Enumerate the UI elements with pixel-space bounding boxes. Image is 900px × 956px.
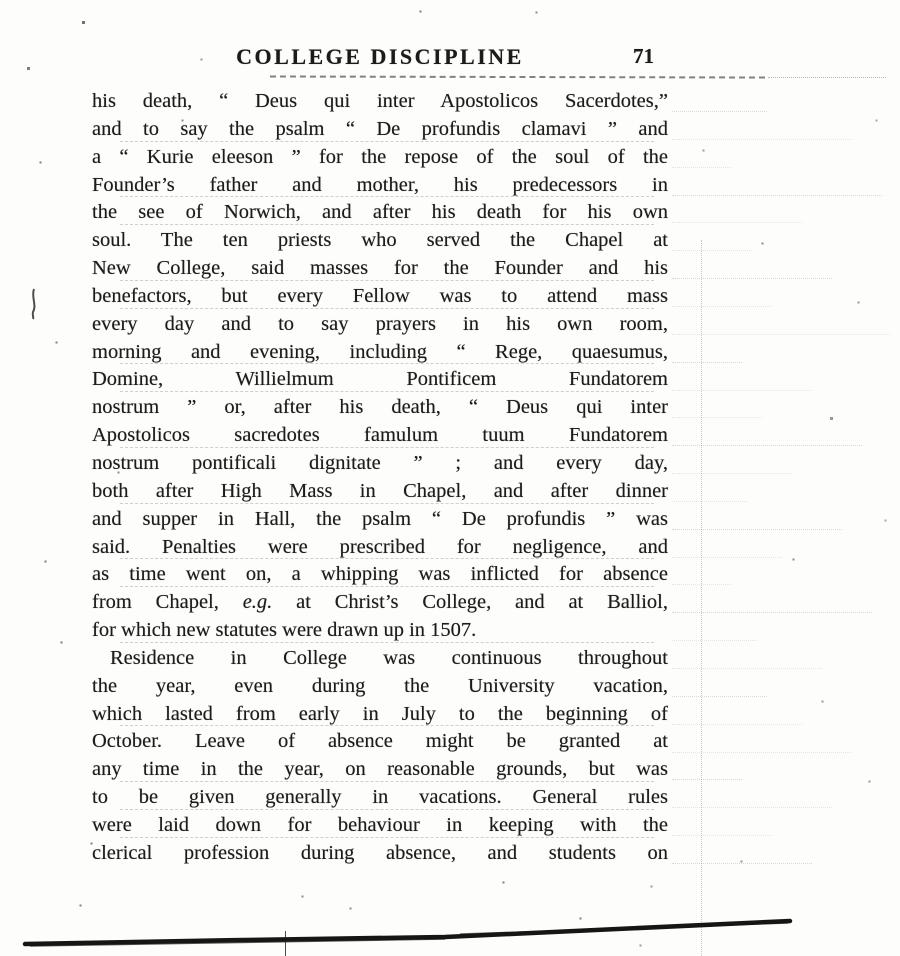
bleedthrough-line bbox=[672, 584, 732, 585]
text-line bbox=[92, 116, 668, 144]
vertical-bleed-line bbox=[701, 240, 702, 956]
bottom-scan-edge-line bbox=[25, 921, 790, 944]
bleedthrough-line bbox=[672, 334, 890, 335]
line-text: and to say the psalm “ De profundis clamavi ” and bbox=[92, 117, 668, 140]
line-text: Apostolicos sacredotes famulum tuum Fundatorem bbox=[92, 424, 668, 447]
margin-squiggle-artifact bbox=[33, 289, 35, 319]
bleedthrough-line bbox=[672, 779, 742, 780]
line-text: nostrum pontificali dignitate ” ; and every day, bbox=[92, 451, 668, 474]
text-line bbox=[92, 728, 668, 756]
text-column bbox=[92, 88, 668, 868]
bleedthrough-line bbox=[672, 306, 772, 307]
line-text: clerical profession during absence, and students on bbox=[92, 841, 668, 864]
bleedthrough-line bbox=[672, 362, 742, 363]
text-line bbox=[92, 701, 668, 729]
text-line bbox=[92, 589, 668, 617]
line-text: New College, said masses for the Founder and his bbox=[92, 257, 668, 280]
line-text: the year, even during the University vacation, bbox=[92, 674, 668, 697]
scan-speckle-noise bbox=[0, 0, 1, 1]
line-text: the see of Norwich, and after his death for his own bbox=[92, 201, 668, 224]
text-line bbox=[92, 88, 668, 116]
text-line bbox=[92, 339, 668, 367]
text-line bbox=[92, 283, 668, 311]
text-line bbox=[92, 506, 668, 534]
line-text: morning and evening, including “ Rege, quaesumus, bbox=[92, 340, 668, 363]
line-text: and supper in Hall, the psalm “ De profundis ” was bbox=[92, 507, 668, 530]
bleedthrough-line bbox=[672, 473, 792, 474]
line-text: any time in the year, on reasonable grounds, but was bbox=[92, 758, 668, 781]
bleedthrough-line bbox=[672, 612, 872, 613]
text-line bbox=[92, 534, 668, 562]
bleedthrough-line bbox=[672, 807, 832, 808]
bleedthrough-line bbox=[672, 835, 772, 836]
line-text: for which new statutes were drawn up in 1507. bbox=[92, 619, 477, 642]
latin-abbreviation-italic: e.g. bbox=[242, 591, 273, 614]
line-text: Founder’s father and mother, his predecessors in bbox=[92, 173, 668, 196]
line-text: were laid down for behaviour in keeping with the bbox=[92, 813, 668, 836]
line-text: benefactors, but every Fellow was to attend mass bbox=[92, 284, 668, 307]
bleedthrough-line bbox=[672, 417, 762, 418]
page-number: 71 bbox=[633, 44, 654, 68]
bleedthrough-line bbox=[672, 501, 747, 502]
header-rule-artifact bbox=[270, 75, 765, 78]
line-text: as time went on, a whipping was inflicted for absence bbox=[92, 563, 668, 586]
text-line bbox=[92, 199, 668, 227]
text-line bbox=[92, 784, 668, 812]
bleedthrough-line bbox=[672, 167, 732, 168]
line-text: which lasted from early in July to the beginning of bbox=[92, 702, 668, 725]
text-line bbox=[92, 756, 668, 784]
bleedthrough-line bbox=[672, 696, 767, 697]
line-text: a “ Kurie eleeson ” for the repose of the soul of the bbox=[92, 145, 668, 168]
line-text: both after High Mass in Chapel, and after dinner bbox=[92, 479, 668, 502]
line-text: Domine, Willielmum Pontificem Fundatorem bbox=[92, 368, 668, 391]
bleedthrough-line bbox=[672, 278, 832, 279]
text-line bbox=[92, 561, 668, 589]
bleedthrough-line bbox=[672, 139, 852, 140]
line-text: Residence in College was continuous throughout bbox=[110, 646, 668, 669]
text-line bbox=[92, 311, 668, 339]
text-line bbox=[92, 144, 668, 172]
text-line bbox=[92, 227, 668, 255]
bleedthrough-line bbox=[672, 390, 812, 391]
text-line bbox=[92, 422, 668, 450]
text-line bbox=[92, 645, 668, 673]
bleedthrough-line bbox=[672, 250, 752, 251]
vertical-hairline-artifact bbox=[285, 931, 286, 956]
bleedthrough-line bbox=[672, 863, 812, 864]
page-title: COLLEGE DISCIPLINE bbox=[236, 44, 524, 69]
line-text: his death, “ Deus qui inter Apostolicos Sacerdotes,” bbox=[92, 90, 668, 112]
bleedthrough-line bbox=[672, 752, 852, 753]
header-rule-faint-artifact bbox=[768, 77, 886, 78]
bleedthrough-line bbox=[672, 724, 802, 725]
running-head bbox=[92, 44, 668, 76]
bleedthrough-line bbox=[672, 195, 882, 196]
bleedthrough-line bbox=[672, 640, 757, 641]
line-text: October. Leave of absence might be granted at bbox=[92, 730, 668, 753]
bleedthrough-line bbox=[672, 111, 767, 112]
text-line bbox=[92, 255, 668, 283]
line-text: soul. The ten priests who served the Chapel at bbox=[92, 229, 668, 252]
line-text: from Chapel, bbox=[92, 591, 243, 614]
text-line bbox=[92, 394, 668, 422]
line-text: at Christ’s College, and at Balliol, bbox=[272, 591, 669, 614]
text-line bbox=[92, 812, 668, 840]
bleedthrough-line bbox=[672, 529, 842, 530]
text-line bbox=[92, 478, 668, 506]
text-line bbox=[92, 172, 668, 200]
line-text: every day and to say prayers in his own room, bbox=[92, 312, 668, 335]
line-text: to be given generally in vacations. General rules bbox=[92, 786, 668, 809]
text-line bbox=[92, 450, 668, 478]
bleedthrough-line bbox=[672, 668, 822, 669]
line-text: said. Penalties were prescribed for negligence, and bbox=[92, 535, 668, 558]
text-line bbox=[92, 840, 668, 868]
bleedthrough-line bbox=[672, 557, 782, 558]
text-line bbox=[92, 617, 668, 645]
text-line bbox=[92, 366, 668, 394]
text-line bbox=[92, 673, 668, 701]
bleedthrough-line bbox=[672, 222, 802, 223]
line-text: nostrum ” or, after his death, “ Deus qui inter bbox=[92, 396, 668, 419]
